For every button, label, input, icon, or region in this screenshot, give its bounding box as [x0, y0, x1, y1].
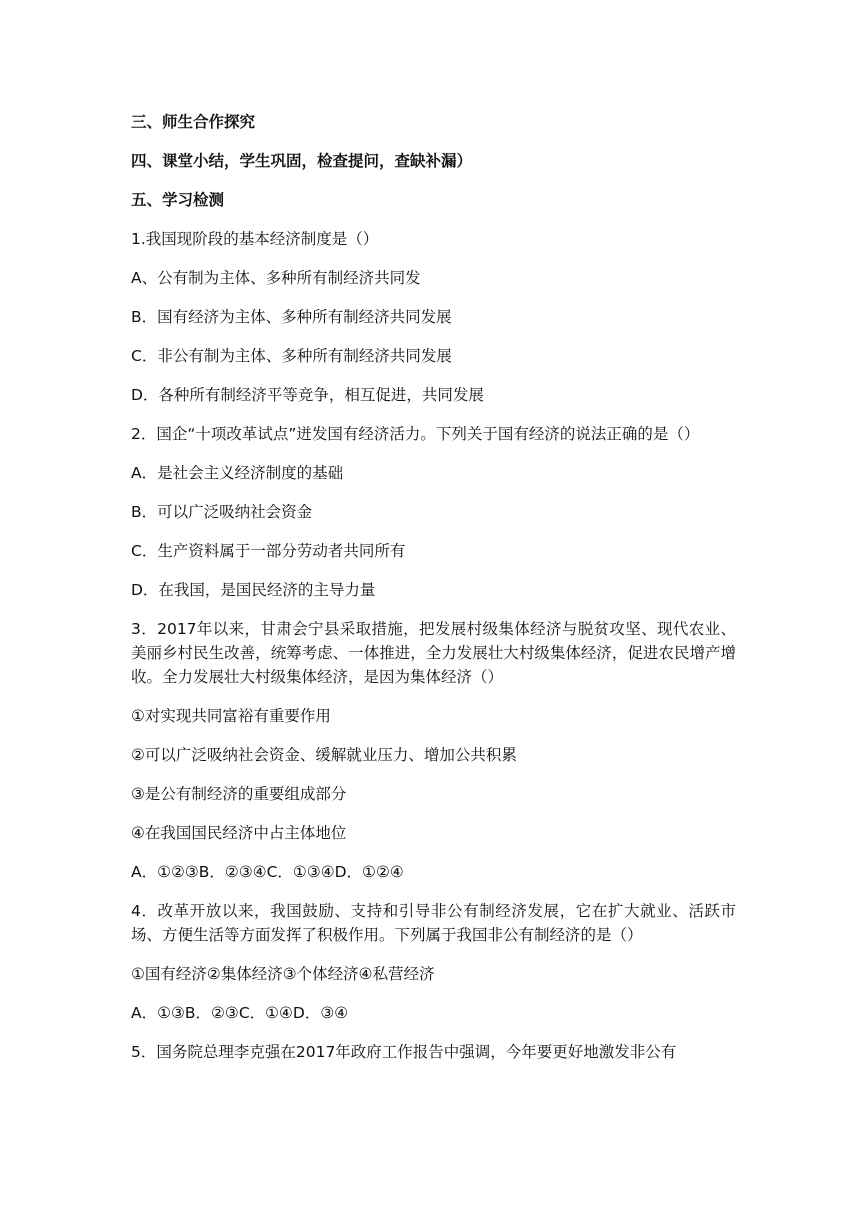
question-2-option-c: C．生产资料属于一部分劳动者共同所有	[131, 542, 406, 560]
question-1-option-a: A、公有制为主体、多种所有制经济共同发	[131, 269, 421, 287]
section-heading-5: 五、学习检测	[131, 191, 225, 209]
question-2-option-b: B．可以广泛吸纳社会资金	[131, 503, 313, 521]
question-3-item-4: ④在我国国民经济中占主体地位	[131, 824, 347, 842]
question-2-stem: 2．国企“十项改革试点”迸发国有经济活力。下列关于国有经济的说法正确的是（）	[131, 425, 700, 443]
question-3-item-2: ②可以广泛吸纳社会资金、缓解就业压力、增加公共积累	[131, 746, 517, 764]
section-heading-4: 四、课堂小结，学生巩固，检查提问，查缺补漏）	[131, 152, 473, 170]
question-1-option-c: C．非公有制为主体、多种所有制经济共同发展	[131, 347, 452, 365]
question-1-option-b: B．国有经济为主体、多种所有制经济共同发展	[131, 308, 452, 326]
document-body	[131, 110, 736, 1079]
question-4-choices: A．①③B．②③C．①④D．③④	[131, 1004, 349, 1022]
question-3-stem: 3．2017年以来，甘肃会宁县采取措施，把发展村级集体经济与脱贫攻坚、现代农业、美丽乡村民生改善，统筹考虑、一体推进，全力发展壮大村级集体经济，促进农民增产增收。全力发展壮大村级集体经济，是因为集体经济（）	[131, 620, 736, 686]
question-3-choices: A．①②③B．②③④C．①③④D．①②④	[131, 863, 404, 881]
question-3-item-3: ③是公有制经济的重要组成部分	[131, 785, 347, 803]
question-4-items: ①国有经济②集体经济③个体经济④私营经济	[131, 965, 435, 983]
question-5-stem: 5．国务院总理李克强在2017年政府工作报告中强调，今年要更好地激发非公有	[131, 1043, 677, 1061]
question-2-option-d: D．在我国，是国民经济的主导力量	[131, 581, 376, 599]
question-3-item-1: ①对实现共同富裕有重要作用	[131, 707, 331, 725]
question-1-stem: 1.我国现阶段的基本经济制度是（）	[131, 230, 379, 248]
question-1-option-d: D．各种所有制经济平等竞争，相互促进，共同发展	[131, 386, 484, 404]
section-heading-3: 三、师生合作探究	[131, 113, 256, 131]
question-2-option-a: A．是社会主义经济制度的基础	[131, 464, 344, 482]
question-4-stem: 4．改革开放以来，我国鼓励、支持和引导非公有制经济发展，它在扩大就业、活跃市场、方便生活等方面发挥了积极作用。下列属于我国非公有制经济的是（）	[131, 902, 736, 944]
